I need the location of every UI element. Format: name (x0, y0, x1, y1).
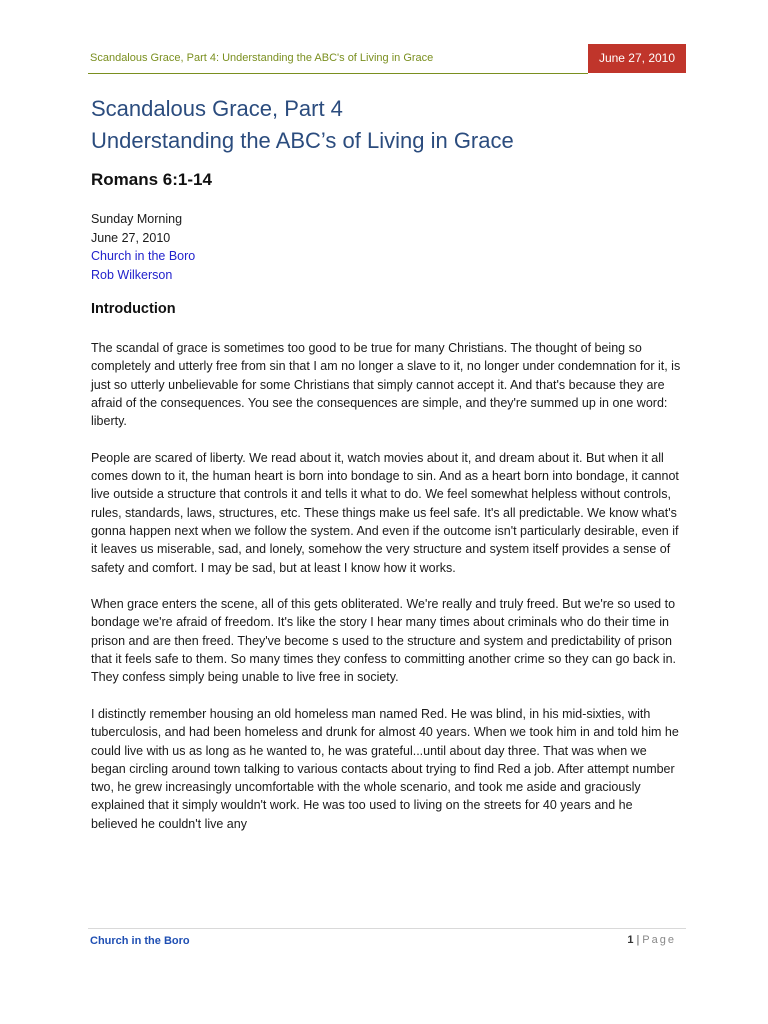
date-badge: June 27, 2010 (588, 44, 686, 73)
page-word: Page (642, 934, 676, 946)
page-separator: | (636, 934, 640, 946)
running-title: Scandalous Grace, Part 4: Understanding the ABC's of Living in Grace (90, 52, 434, 64)
title-line-1: Scandalous Grace, Part 4 (91, 96, 343, 121)
header-divider (88, 73, 588, 74)
paragraph: I distinctly remember housing an old homeless man named Red. He was blind, in his mid-sixties, with tuberculosis, and had been homeless and drunk for almost 40 years. When we took him in and told him he could live with us as long as he wanted to, he was grateful...until about day three. That was when we began circling around town talking to various contacts about trying to find Red a job. After attempt number two, he grew increasingly uncomfortable with the whole scenario, and took me aside and graciously explained that it simply wouldn't work. He was too used to living on the streets for 40 years and he believed he couldn't live any (91, 706, 679, 831)
footer-church-name: Church in the Boro (90, 935, 190, 947)
page-header (88, 44, 686, 74)
body-text (91, 339, 681, 851)
title-line-2: Understanding the ABC’s of Living in Grace (91, 128, 514, 153)
church-link[interactable]: Church in the Boro (91, 249, 196, 263)
paragraph: The scandal of grace is sometimes too good to be true for many Christians. The thought of being so completely and utterly free from sin that I am no longer a slave to it, no longer under condemnation for it, is just so utterly unbelievable for some Christians that simply cannot accept it. And that's because they are afraid of the consequences. You see the consequences are simple, and they're summed up in one word: liberty. (91, 341, 681, 429)
paragraph: When grace enters the scene, all of this gets obliterated. We're really and truly freed. But we're so used to bondage we're afraid of freedom. It's like the story I hear many times about criminals who do their time in prison and are then freed. They've become s used to the structure and system and predictability of prison that it feels safe to them. So many times they confess to committing another crime so they can go back in. They confess simply being unable to live free in society. (91, 597, 676, 685)
section-heading: Introduction (91, 301, 176, 317)
sermon-meta (91, 210, 195, 284)
scripture-reference: Romans 6:1-14 (91, 170, 212, 189)
page-footer (88, 928, 686, 958)
author-link[interactable]: Rob Wilkerson (91, 267, 173, 282)
page-indicator (627, 934, 676, 946)
footer-divider (88, 928, 686, 929)
service-label: Sunday Morning (91, 212, 183, 226)
page-number: 1 (627, 934, 634, 946)
paragraph: People are scared of liberty. We read about it, watch movies about it, and dream about it. But when it all comes down to it, the human heart is born into bondage to sin. And as a heart born into bondage, it cannot live outside a structure that controls it and tells it what to do. We feel somewhat helpless without controls, rules, standards, laws, structures, etc. These things make us feel safe. It's all predictable. We know what's gonna happen next when we follow the system. And even if the outcome isn't particularly desirable, even if it leaves us miserable, sad, and lonely, somehow the very structure and system itself provides a sense of safety and comfort. I may be sad, but at least I know how it works. (91, 450, 679, 575)
document-title (91, 93, 514, 157)
sermon-date: June 27, 2010 (91, 230, 171, 245)
